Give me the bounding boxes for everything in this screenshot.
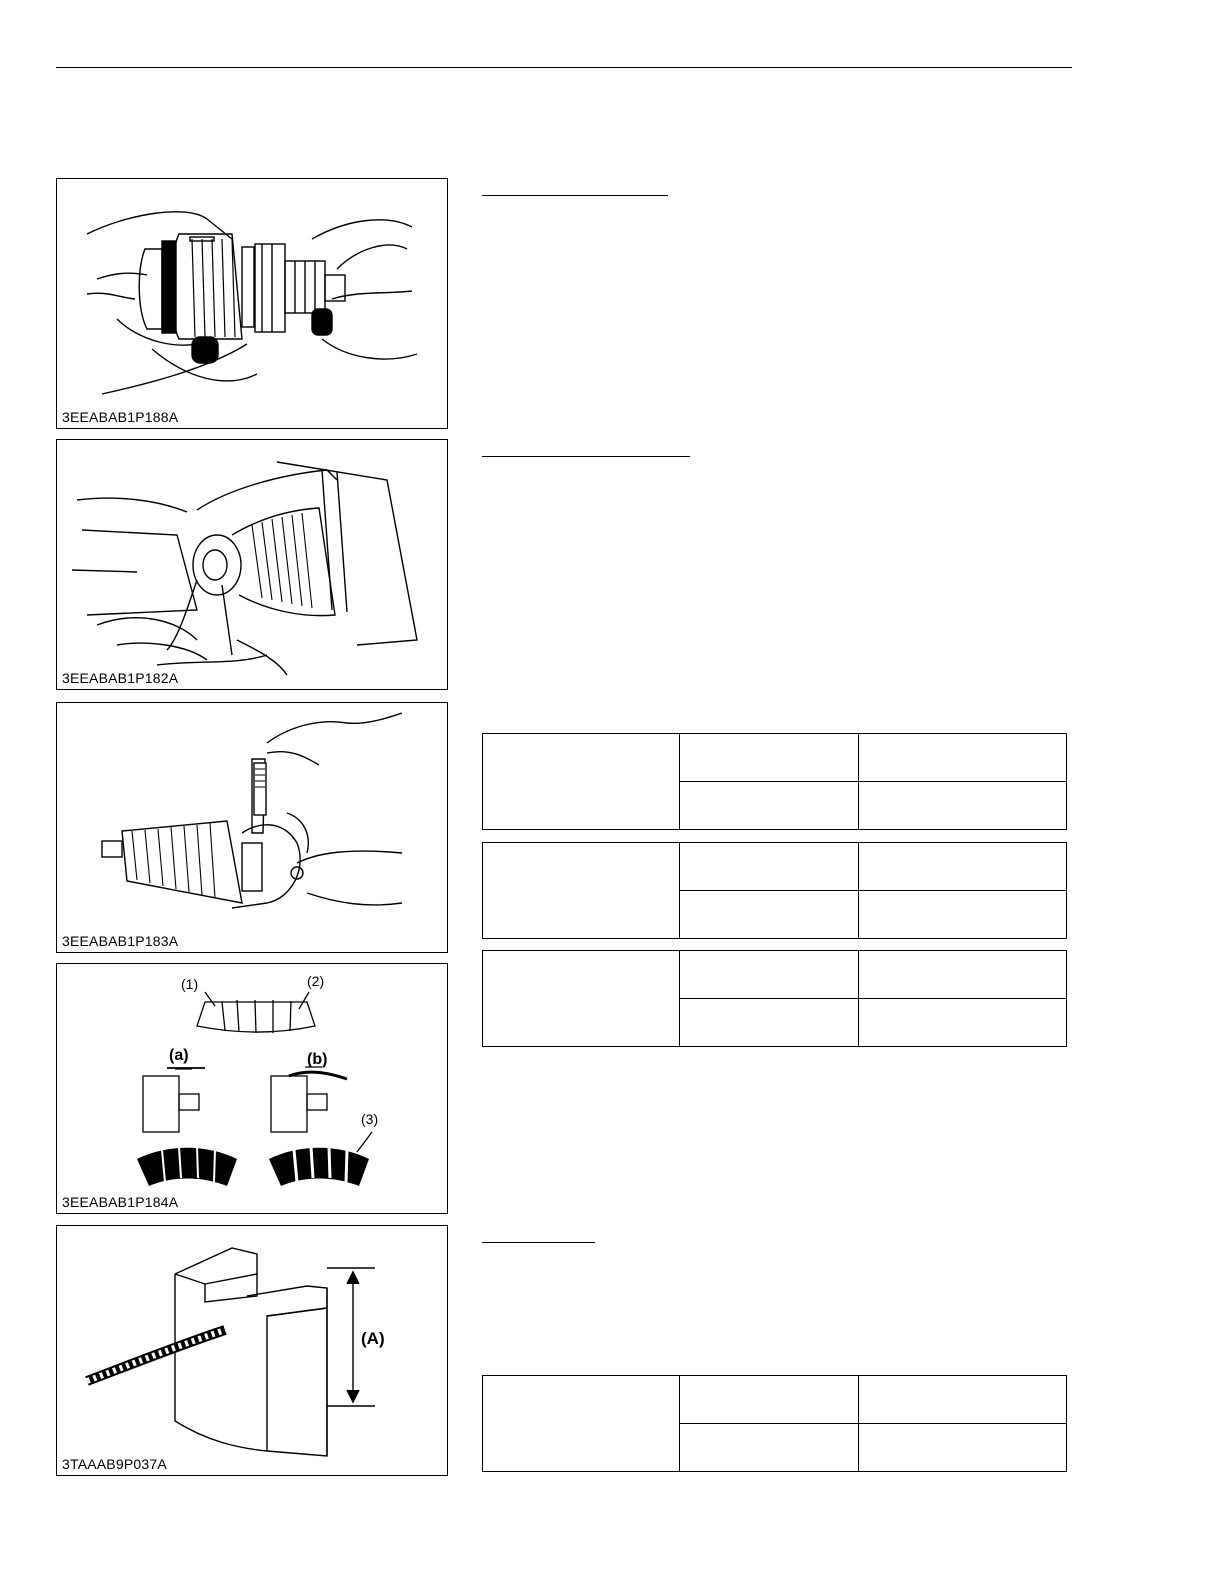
micrometer-illustration (57, 703, 448, 953)
callout-1: (1) (181, 976, 199, 992)
spec-label-cell (680, 843, 859, 891)
figure-commutator-diameter (56, 702, 448, 953)
spec-value-cell (859, 782, 1067, 830)
spec-value-cell (859, 1376, 1067, 1424)
figure-code: 3TAAAB9P037A (62, 1456, 167, 1472)
armature-vblock-illustration (57, 440, 448, 690)
figure-code: 3EEABAB1P183A (62, 933, 179, 949)
spec-item-cell (483, 951, 680, 1047)
spec-table (482, 1375, 1067, 1472)
brush-illustration (57, 1226, 448, 1476)
spec-value-cell (859, 843, 1067, 891)
clutch-illustration (57, 179, 448, 429)
spec-label-cell (680, 782, 859, 830)
spec-value-cell (859, 891, 1067, 939)
spec-table (482, 733, 1067, 830)
mica-undercut-diagram (57, 964, 448, 1214)
spec-item-cell (483, 843, 680, 939)
figure-overrunning-clutch (56, 178, 448, 429)
spec-label-cell (680, 891, 859, 939)
spec-value-cell (859, 1424, 1067, 1472)
figure-code: 3EEABAB1P182A (62, 670, 179, 686)
callout-3: (3) (361, 1111, 379, 1127)
spec-label-cell (680, 999, 859, 1047)
callout-2: (2) (307, 973, 325, 989)
header-rule (56, 67, 1072, 68)
section-heading-rule (482, 195, 668, 196)
spec-item-cell (483, 734, 680, 830)
spec-value-cell (859, 951, 1067, 999)
spec-value-cell (859, 734, 1067, 782)
callout-b: (b) (307, 1051, 328, 1068)
figure-code: 3EEABAB1P188A (62, 409, 179, 425)
spec-label-cell (680, 1376, 859, 1424)
figure-brush-length (56, 1225, 448, 1476)
section-heading-rule (482, 1242, 595, 1243)
callout-A: (A) (361, 1329, 385, 1348)
spec-value-cell (859, 999, 1067, 1047)
spec-label-cell (680, 951, 859, 999)
callout-a: (a) (169, 1047, 189, 1064)
spec-item-cell (483, 1376, 680, 1472)
spec-table (482, 950, 1067, 1047)
spec-table (482, 842, 1067, 939)
figure-armature-runout (56, 439, 448, 690)
spec-label-cell (680, 734, 859, 782)
section-heading-rule (482, 456, 690, 457)
spec-label-cell (680, 1424, 859, 1472)
figure-code: 3EEABAB1P184A (62, 1194, 179, 1210)
figure-mica-undercut (56, 963, 448, 1214)
